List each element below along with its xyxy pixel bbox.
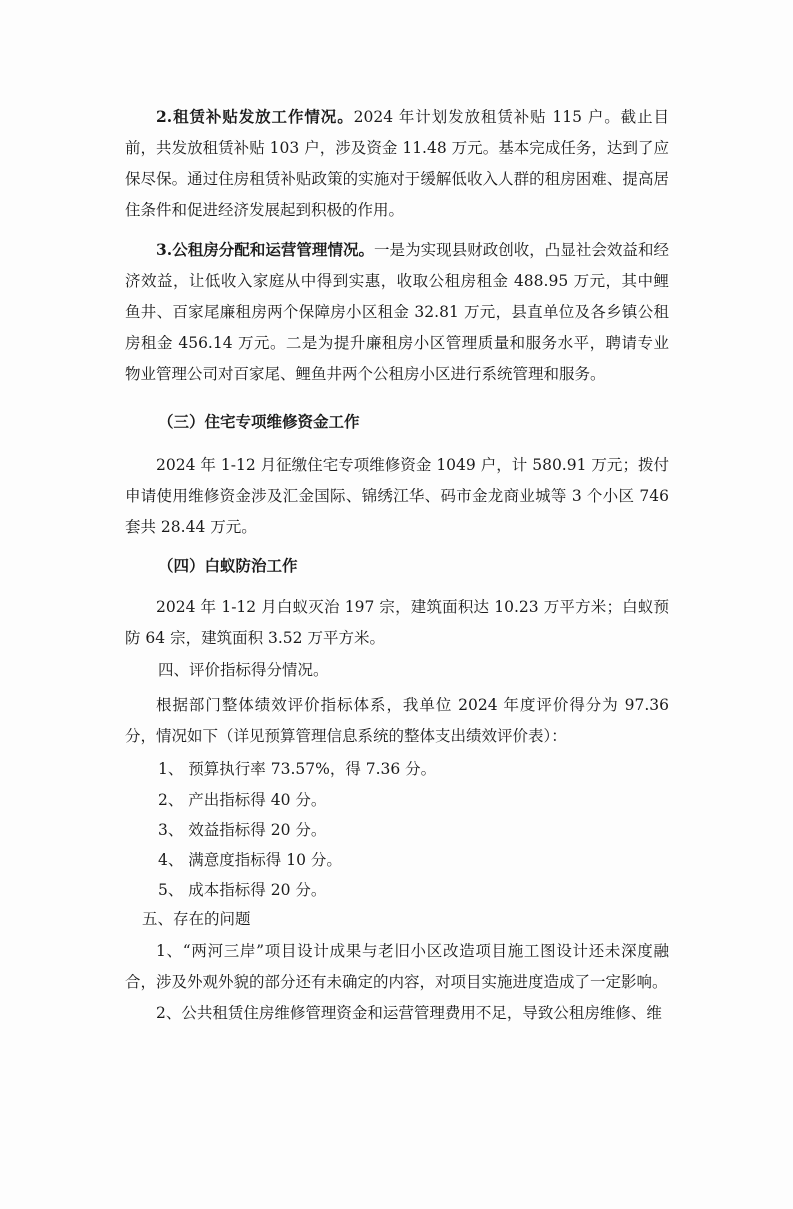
score-item: 2、 产出指标得 40 分。 bbox=[158, 791, 327, 809]
score-item: 5、 成本指标得 20 分。 bbox=[158, 881, 327, 899]
rent-subsidy-body: 2024 年计划发放租赁补贴 115 户。截止目前，共发放租赁补贴 103 户，涉及资金 11.48 万元。基本完成任务，达到了应保尽保。通过住房租赁补贴政策的实施对于缓解低收入人群的租房困难、提高居住条件和促进经济发展起到积极的作用。 bbox=[125, 108, 669, 219]
part-five-heading: 五、存在的问题 bbox=[142, 910, 251, 928]
public-housing-body: 一是为实现县财政创收，凸显社会效益和经济效益，让低收入家庭从中得到实惠，收取公租房租金 488.95 万元，其中鲤鱼井、百家尾廉租房两个保障房小区租金 32.81 万元，县直单位及各乡镇公租房租金 456.14 万元。二是为提升廉租房小区管理质量和服务水平，聘请专业物业管理公司对百家尾、鲤鱼井两个公租房小区进行系统管理和服务。 bbox=[125, 241, 669, 383]
problem-two: 2、公共租赁住房维修管理资金和运营管理费用不足，导致公租房维修、维 bbox=[156, 1004, 662, 1022]
part-four-intro: 根据部门整体绩效评价指标体系，我单位 2024 年度评价得分为 97.36 分，情况如下（详见预算管理信息系统的整体支出绩效评价表）： bbox=[125, 696, 669, 745]
problem-one: 1、“两河三岸”项目设计成果与老旧小区改造项目施工图设计还未深度融合，涉及外观外貌的部分还有未确定的内容，对项目实施进度造成了一定影响。 bbox=[125, 942, 669, 991]
score-item: 4、 满意度指标得 10 分。 bbox=[158, 851, 342, 869]
section-three-body: 2024 年 1-12 月征缴住宅专项维修资金 1049 户，计 580.91 万元；拨付申请使用维修资金涉及汇金国际、锦绣江华、码市金龙商业城等 3 个小区 746 套共 28.44 万元。 bbox=[125, 456, 669, 536]
section-four-heading: （四）白蚁防治工作 bbox=[158, 556, 298, 575]
rent-subsidy-heading: 2.租赁补贴发放工作情况。 bbox=[156, 107, 354, 126]
public-housing-paragraph bbox=[125, 234, 669, 390]
section-three-heading: （三）住宅专项维修资金工作 bbox=[158, 412, 360, 431]
part-four-heading: 四、评价指标得分情况。 bbox=[158, 661, 329, 679]
rent-subsidy-paragraph bbox=[125, 101, 669, 226]
score-item: 1、 预算执行率 73.57%，得 7.36 分。 bbox=[158, 760, 437, 778]
section-four-body: 2024 年 1-12 月白蚁灭治 197 宗，建筑面积达 10.23 万平方米；白蚁预防 64 宗，建筑面积 3.52 万平方米。 bbox=[125, 598, 669, 647]
score-item: 3、 效益指标得 20 分。 bbox=[158, 821, 327, 839]
public-housing-heading: 3.公租房分配和运营管理情况。 bbox=[156, 240, 375, 259]
